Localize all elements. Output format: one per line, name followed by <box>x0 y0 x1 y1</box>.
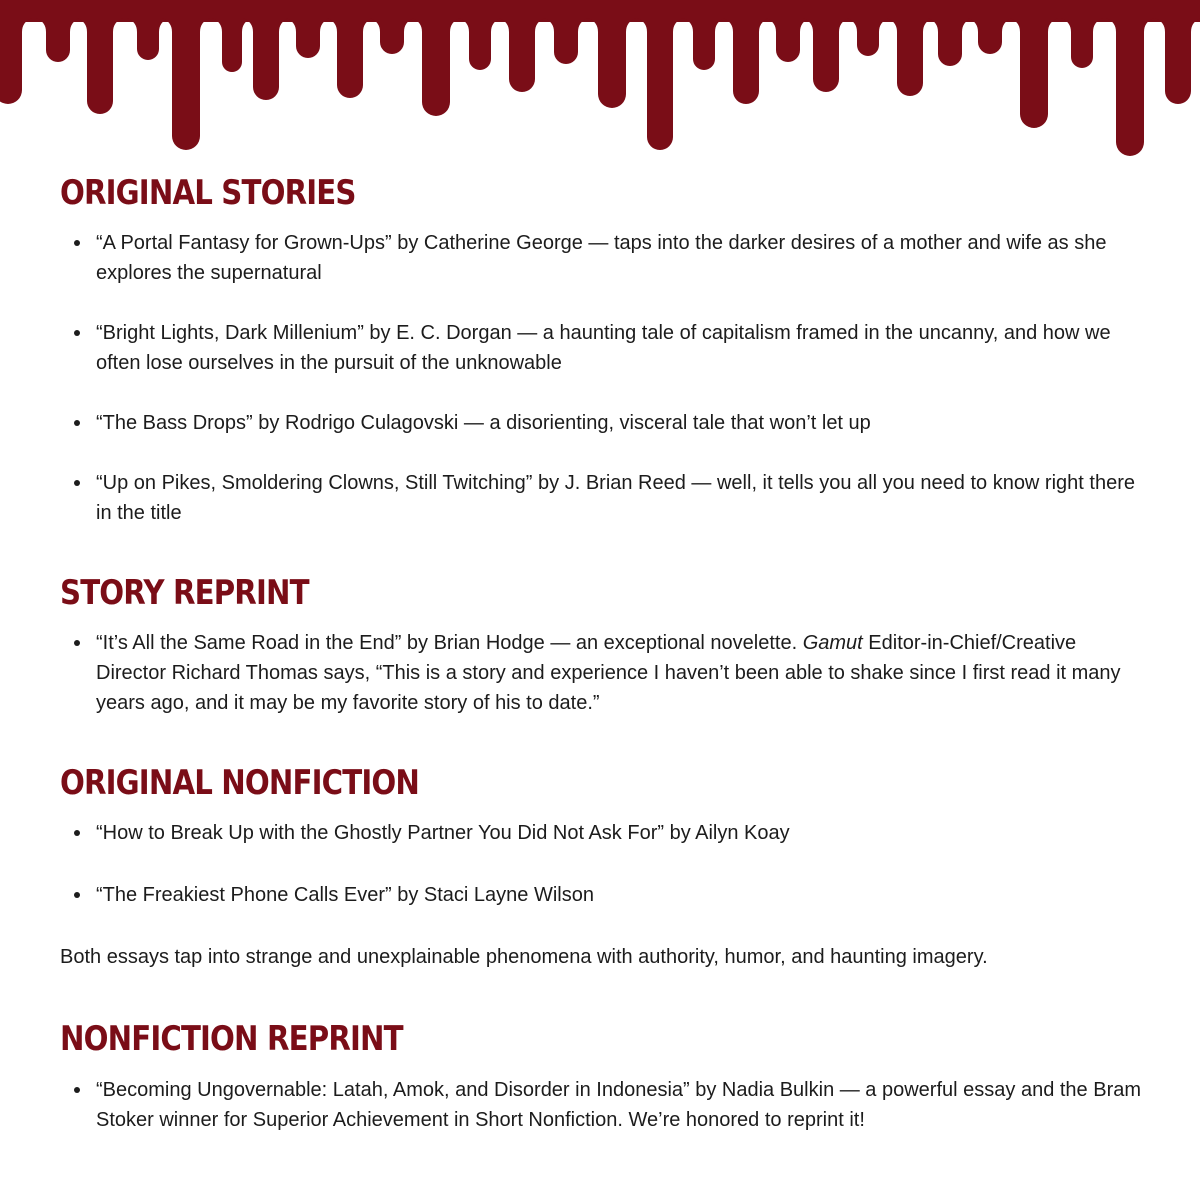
blood-drip <box>723 18 769 104</box>
blood-drip <box>286 18 330 58</box>
blood-drip <box>499 18 545 92</box>
blood-drip <box>683 18 725 70</box>
magazine-title: Gamut <box>802 632 863 654</box>
blood-drip <box>847 18 889 56</box>
blood-drip <box>637 18 683 150</box>
original-stories-heading: ORIGINAL STORIES <box>60 173 356 213</box>
blood-drip <box>0 18 32 104</box>
blood-drip <box>370 18 414 54</box>
list-item: “A Portal Fantasy for Grown-Ups” by Catherine George — taps into the darker desires of a mother and wife as she explores the supernatural <box>96 228 1148 288</box>
blood-drip <box>1155 18 1200 104</box>
blood-drip <box>162 18 210 150</box>
list-item: “Becoming Ungovernable: Latah, Amok, and Disorder in Indonesia” by Nadia Bulkin — a powerful essay and the Bram Stoker winner for Superior Achievement in Short Nonfiction. We’re honored to reprint it! <box>96 1075 1148 1135</box>
list-item <box>96 628 1148 718</box>
blood-drip <box>243 18 289 100</box>
list-item: “Bright Lights, Dark Millenium” by E. C. Dorgan — a haunting tale of capitalism framed in the uncanny, and how we often lose ourselves in the pursuit of the unknowable <box>96 318 1148 378</box>
list-item: “Up on Pikes, Smoldering Clowns, Still Twitching” by J. Brian Reed — well, it tells you all you need to know right there in the title <box>96 468 1148 528</box>
blood-drip <box>327 18 373 98</box>
blood-drip <box>127 18 169 60</box>
blood-drip <box>968 18 1012 54</box>
list-item: “The Bass Drops” by Rodrigo Culagovski — a disorienting, visceral tale that won’t let up <box>96 408 1148 438</box>
blood-drip <box>212 18 252 72</box>
blood-drip <box>803 18 849 92</box>
blood-drip <box>544 18 588 64</box>
blood-drip <box>77 18 123 114</box>
blood-drip <box>412 18 460 116</box>
blood-drip <box>766 18 810 62</box>
blood-drip-border <box>0 0 1200 160</box>
original-nonfiction-heading: ORIGINAL NONFICTION <box>60 763 419 803</box>
blood-drip <box>1061 18 1103 68</box>
item-text-end: Editor-in-Chief/Creative Director Richard Thomas says, “This is a story and experience I haven’t been able to shake since I first read it many years ago, and it may be my favorite story of his to date.” <box>96 632 1121 714</box>
blood-drip <box>887 18 933 96</box>
nonfiction-note: Both essays tap into strange and unexplainable phenomena with authority, humor, and haunting imagery. <box>60 946 988 968</box>
blood-drip <box>36 18 80 62</box>
item-text-start: “It’s All the Same Road in the End” by Brian Hodge — an exceptional novelette. <box>96 632 803 654</box>
blood-drip <box>459 18 501 70</box>
story-reprint-heading: STORY REPRINT <box>60 573 309 613</box>
blood-drip <box>928 18 972 66</box>
blood-drip <box>1106 18 1154 156</box>
list-item: “The Freakiest Phone Calls Ever” by Staci Layne Wilson <box>96 880 1148 910</box>
list-item: “How to Break Up with the Ghostly Partner You Did Not Ask For” by Ailyn Koay <box>96 818 1148 848</box>
nonfiction-reprint-heading: NONFICTION REPRINT <box>60 1019 403 1059</box>
blood-drip <box>1010 18 1058 128</box>
blood-drip <box>588 18 636 108</box>
